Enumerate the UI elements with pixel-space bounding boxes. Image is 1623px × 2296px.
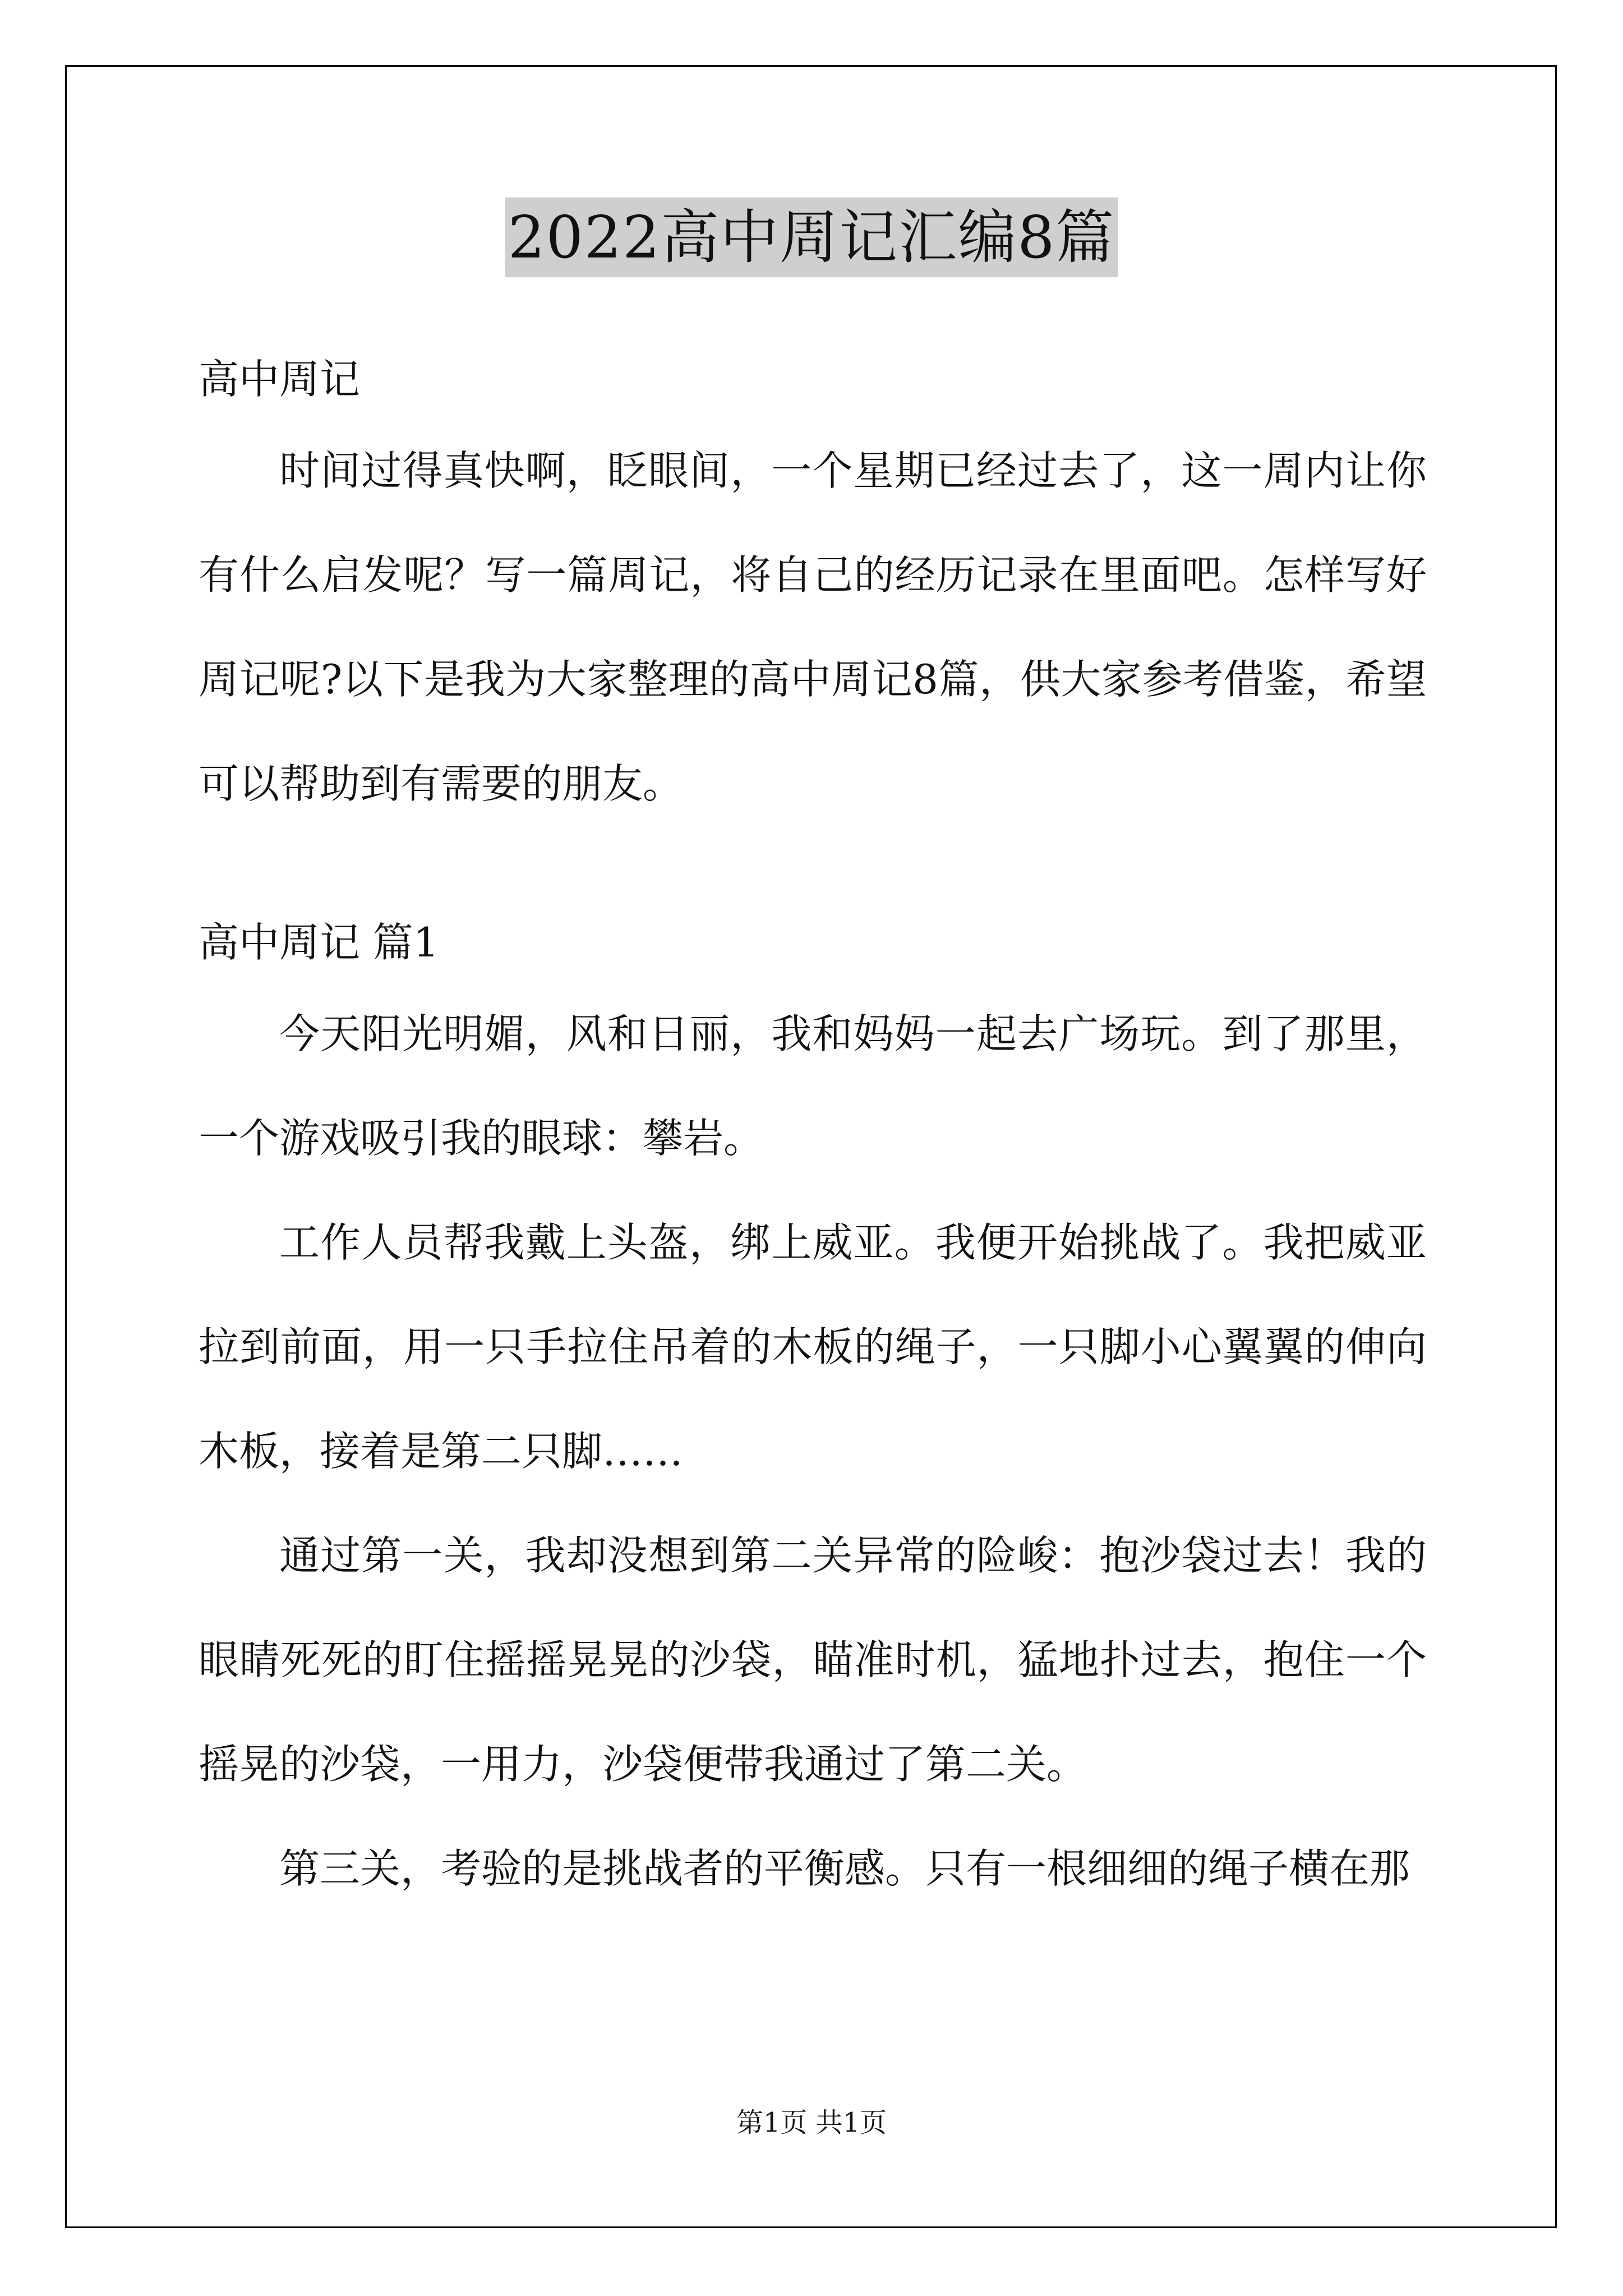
body-paragraph: 工作人员帮我戴上头盔，绑上威亚。我便开始挑战了。我把威亚拉到前面，用一只手拉住吊着的木板的绳子，一只脚小心翼翼的伸向木板，接着是第二只脚……: [199, 1219, 1427, 1475]
page-number: 第1页 共1页: [736, 2107, 887, 2138]
intro-heading: 高中周记: [199, 356, 361, 403]
intro-paragraph: 时间过得真快啊，眨眼间，一个星期已经过去了，这一周内让你有什么启发呢？写一篇周记，将自己的经历记录在里面吧。怎样写好周记呢?以下是我为大家整理的高中周记8篇，供大家参考借鉴，希望可以帮助到有需要的朋友。: [199, 447, 1427, 807]
section-spacer: [199, 836, 1427, 903]
body-paragraph: 今天阳光明媚，风和日丽，我和妈妈一起去广场玩。到了那里，一个游戏吸引我的眼球：攀岩。: [199, 1010, 1427, 1162]
title-block: [0, 197, 1623, 277]
section-heading: 高中周记 篇1: [199, 919, 439, 966]
document-title: 2022高中周记汇编8篇: [505, 197, 1119, 277]
body-paragraph: 第三关，考验的是挑战者的平衡感。只有一根细细的绳子横在那: [279, 1845, 1410, 1892]
document-body: [199, 340, 1427, 1921]
body-paragraph: 通过第一关，我却没想到第二关异常的险峻：抱沙袋过去！我的眼睛死死的盯住摇摇晃晃的沙袋，瞄准时机，猛地扑过去，抱住一个摇晃的沙袋，一用力，沙袋便带我通过了第二关。: [199, 1532, 1427, 1788]
page-footer: [0, 2106, 1623, 2139]
